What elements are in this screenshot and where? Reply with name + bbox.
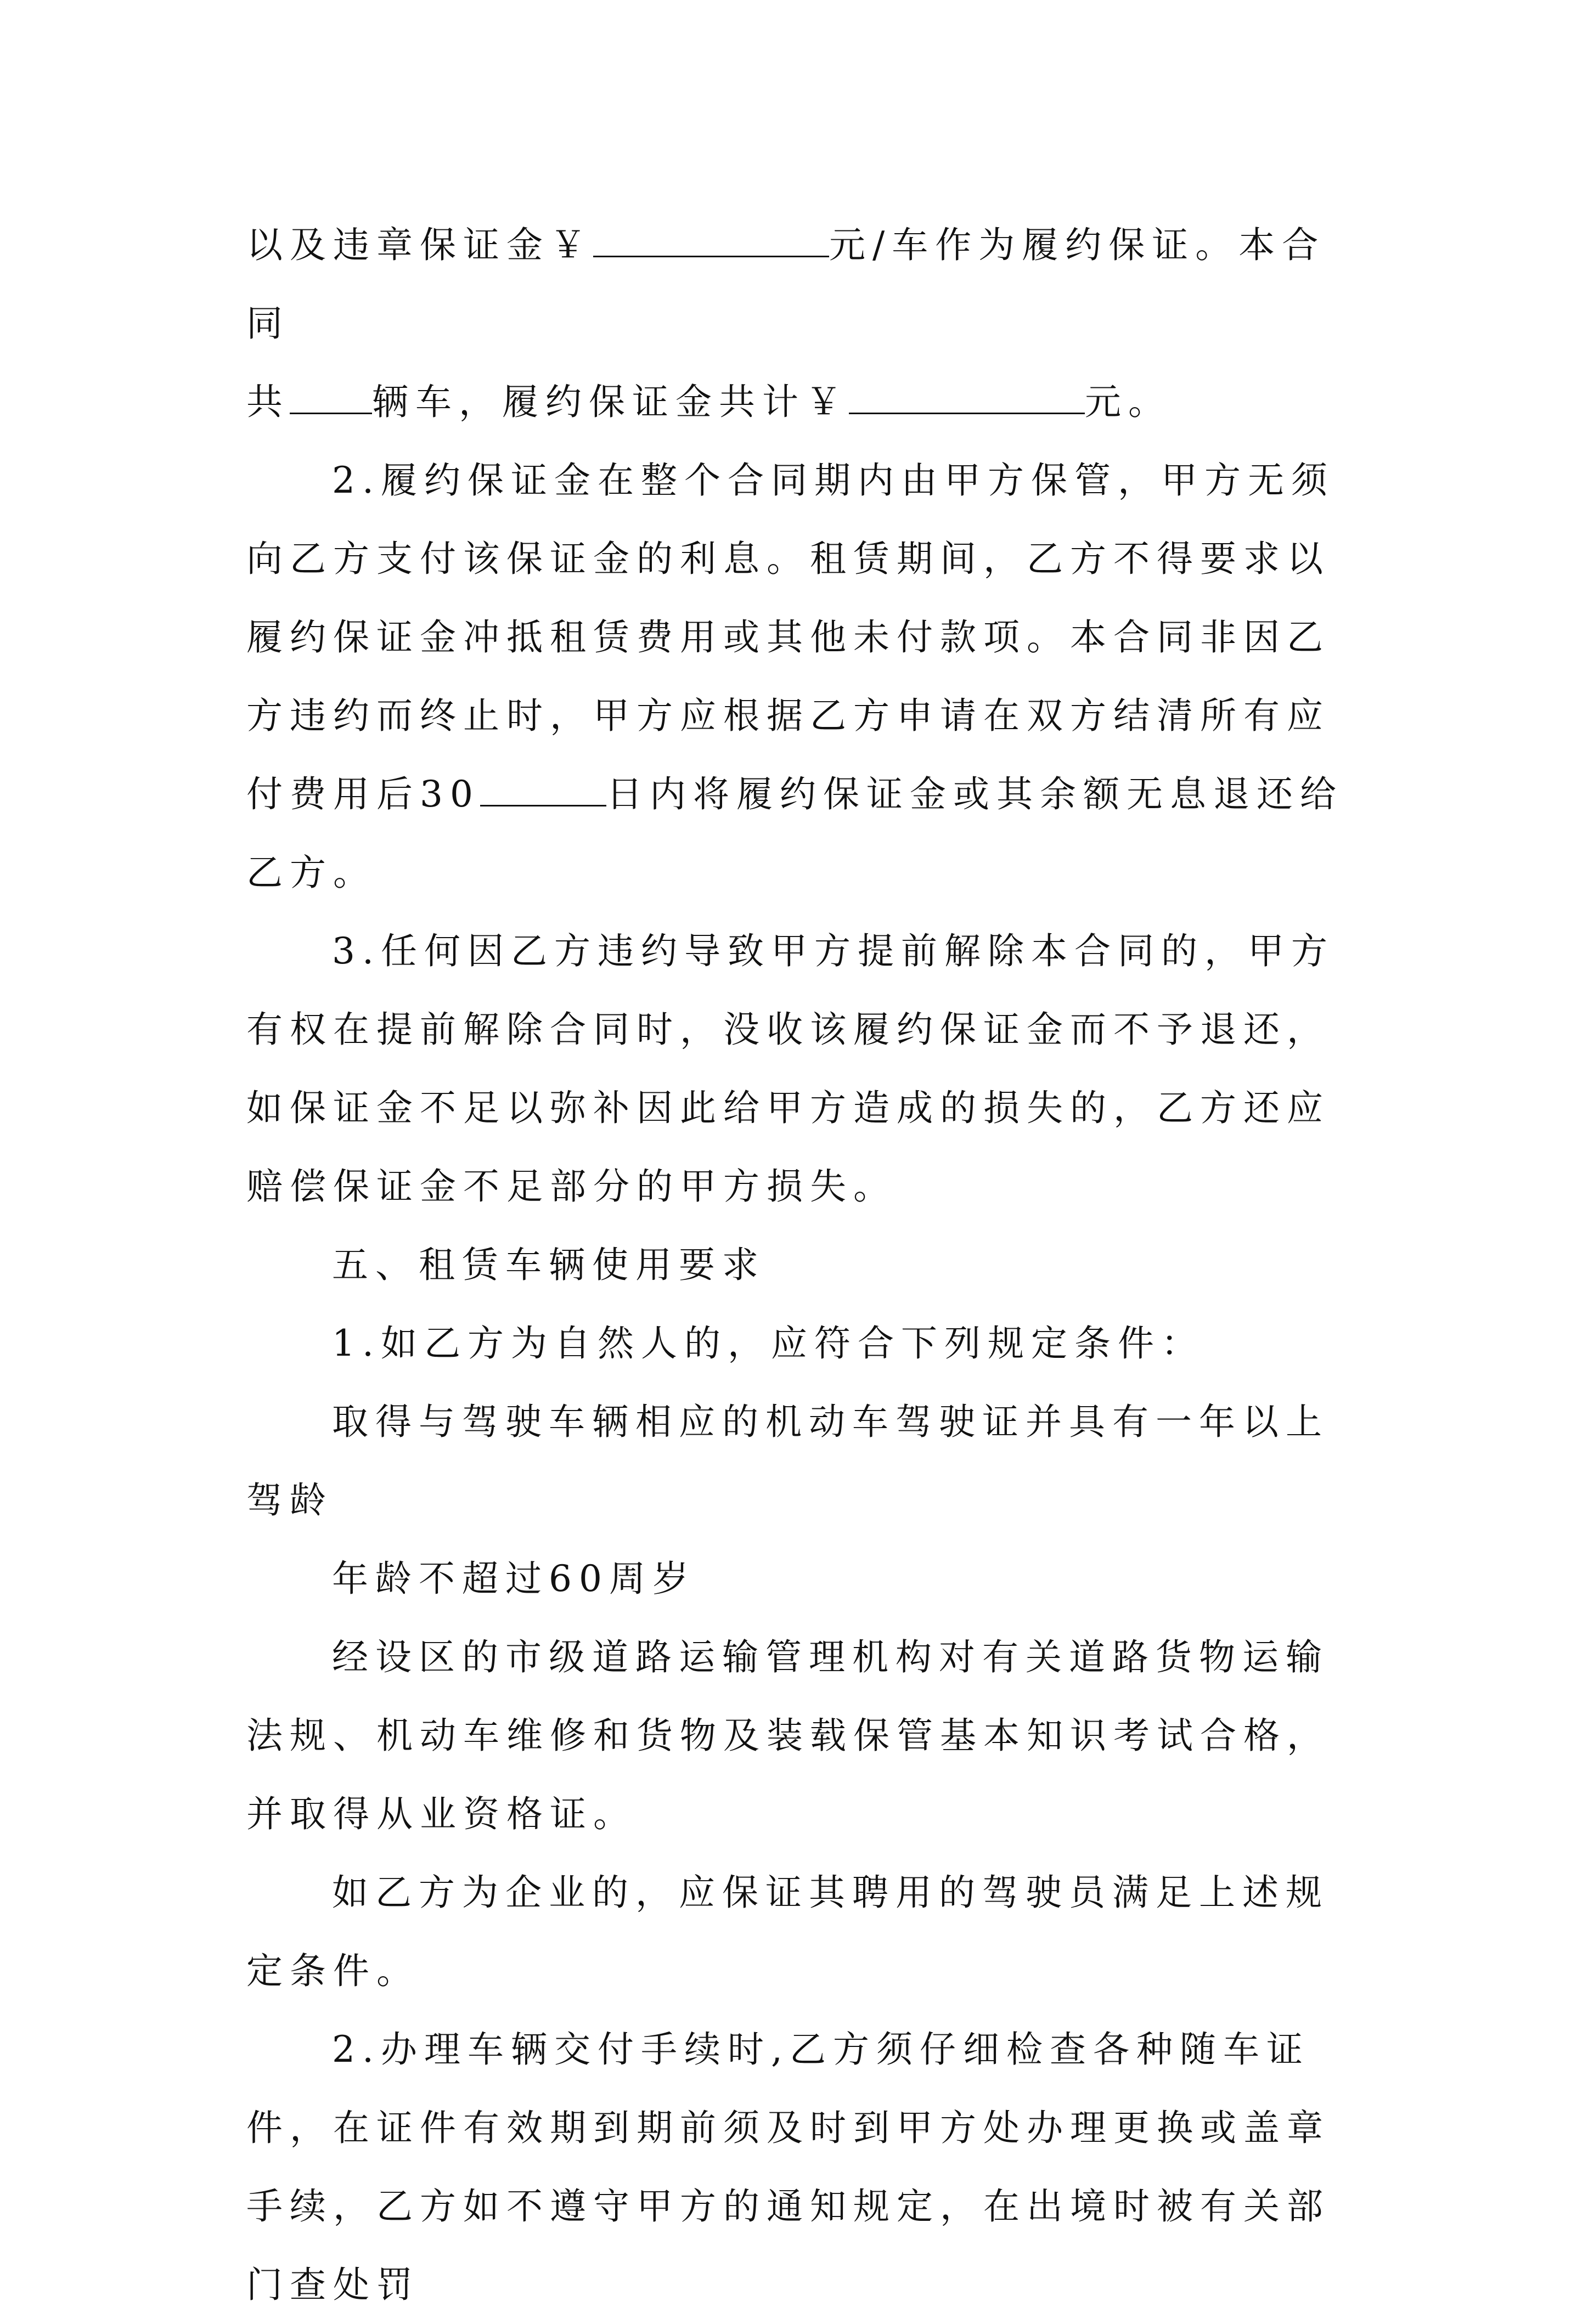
clause-2-text-end: 日内将履约保证金或其余额无息退还给乙方。	[246, 773, 1343, 894]
fill-in-blank	[480, 772, 606, 806]
deposit-line-1	[246, 206, 1349, 363]
section-5-item-1: 1.如乙方为自然人的，应符合下列规定条件：	[332, 1322, 1204, 1364]
deposit-line-2-text-c: 元。	[1085, 381, 1172, 423]
section-5-item-1-enterprise: 如乙方为企业的，应保证其聘用的驾驶员满足上述规定条件。	[246, 1871, 1329, 1992]
document-body	[246, 206, 1349, 2324]
clause-3-paragraph: 3.任何因乙方违约导致甲方提前解除本合同的，甲方有权在提前解除合同时，没收该履约保证金而不予退还，如保证金不足以弥补因此给甲方造成的损失的，乙方还应赔偿保证金不足部分的甲方损失。	[246, 930, 1334, 1208]
deposit-line-2-text-b: 辆车，履约保证金共计￥	[372, 381, 849, 423]
section-5-item-1-condition-c: 经设区的市级道路运输管理机构对有关道路货物运输法规、机动车维修和货物及装载保管基本知识考试合格，并取得从业资格证。	[246, 1636, 1330, 1835]
section-5-item-1-condition-b: 年龄不超过60周岁	[332, 1558, 696, 1600]
clause-2-text: 2.履约保证金在整个合同期内由甲方保管，甲方无须向乙方支付该保证金的利息。租赁期间，乙方不得要求以履约保证金冲抵租赁费用或其他未付款项。本合同非因乙方违约而终止时，甲方应根据乙方申请在双方结清所有应付费用后	[246, 459, 1334, 815]
section-5-item-1-condition-a: 取得与驾驶车辆相应的机动车驾驶证并具有一年以上驾龄	[246, 1401, 1329, 1521]
fill-in-blank	[849, 380, 1085, 414]
deposit-line-1-text-a: 以及违章保证金￥	[246, 224, 593, 266]
clause-2-days: 30	[420, 773, 480, 815]
deposit-line-2-text-a: 共	[246, 381, 290, 423]
deposit-line-1-text-b: 元/车作为履约保证。本合同	[246, 224, 1326, 345]
section-5-item-2: 2.办理车辆交付手续时,乙方须仔细检查各种随车证件，在证件有效期到期前须及时到甲方处办理更换或盖章手续，乙方如不遵守甲方的通知规定，在出境时被有关部门查处罚	[246, 2028, 1330, 2306]
fill-in-blank	[593, 223, 829, 257]
section-5-heading: 五、租赁车辆使用要求	[332, 1244, 765, 1286]
clause-2-paragraph	[246, 441, 1349, 912]
fill-in-blank	[290, 380, 372, 414]
deposit-line-2	[246, 363, 1349, 441]
